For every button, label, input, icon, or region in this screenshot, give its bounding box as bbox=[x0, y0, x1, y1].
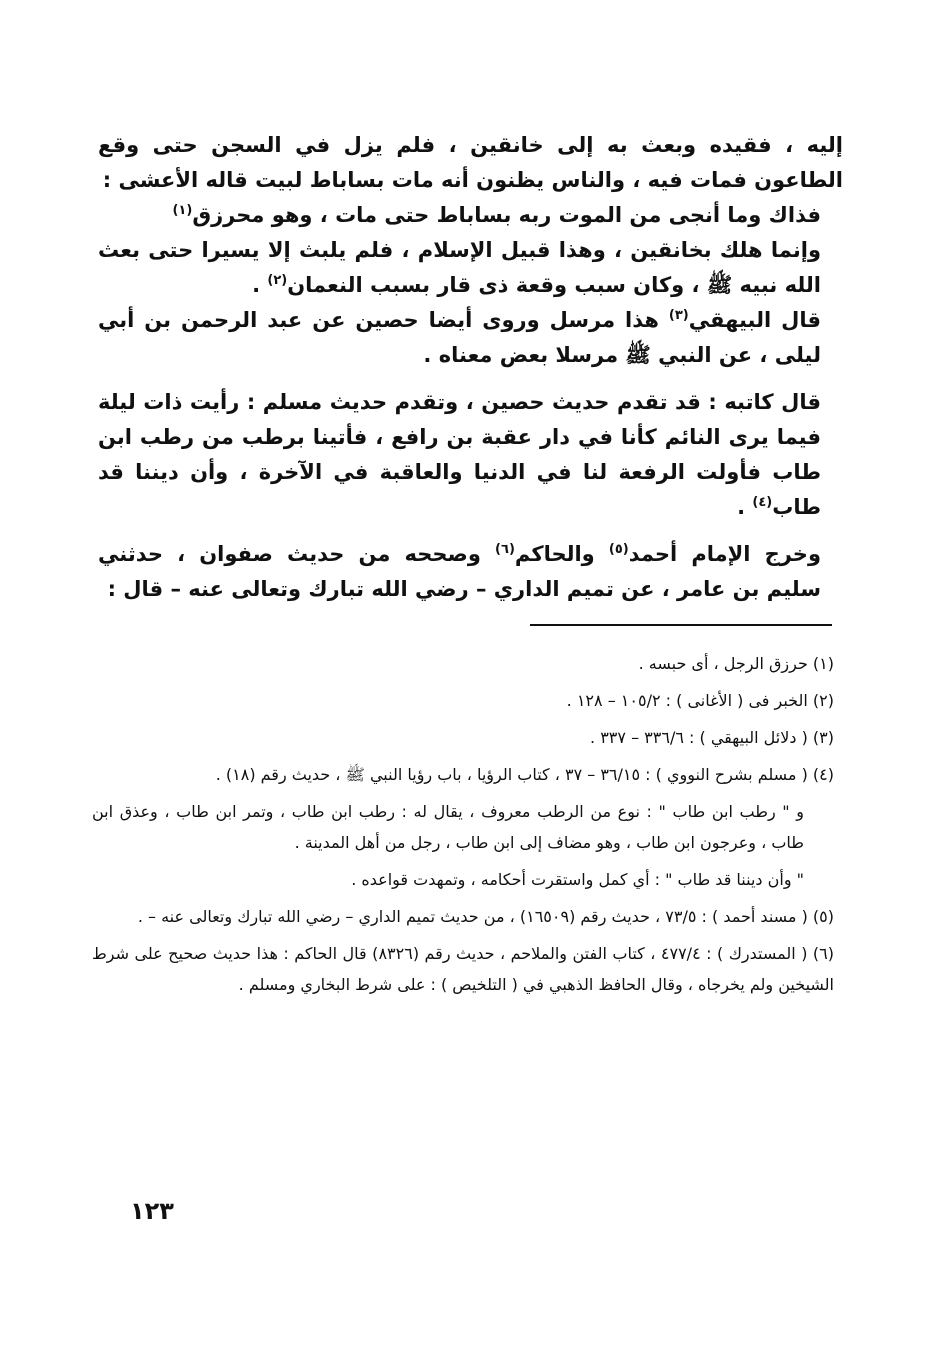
footnote-ref-3: (٣) bbox=[668, 308, 689, 323]
paragraph-3-text: هذا مرسل وروى أيضا حصين عن عبد الرحمن بن أبي ليلى ، عن النبي ﷺ مرسلا بعض معناه . bbox=[98, 308, 821, 367]
paragraph-3-start: قال البيهقي bbox=[688, 308, 821, 332]
paragraph-5-mid: والحاكم bbox=[514, 542, 609, 566]
footnote-3: (٣) ( دلائل البيهقي ) : ٣٣٦/٦ – ٣٣٧ . bbox=[590, 728, 834, 747]
verse-line bbox=[98, 198, 843, 233]
footnote-1: (١) حرزق الرجل ، أى حبسه . bbox=[638, 654, 834, 673]
footnote-ref-6: (٦) bbox=[495, 542, 515, 557]
page-number: ١٢٣ bbox=[130, 1197, 174, 1225]
footnote-ref-4: (٤) bbox=[752, 495, 773, 510]
footnote-5: (٥) ( مسند أحمد ) : ٧٣/٥ ، حديث رقم (١٦٥٠٩) ، من حديث تميم الداري – رضي الله تبارك وتعالى عنه – . bbox=[137, 907, 834, 926]
footnote-divider bbox=[530, 624, 832, 626]
paragraph-3 bbox=[98, 303, 843, 373]
paragraph-2-end: . bbox=[252, 273, 268, 297]
paragraph-4-end: . bbox=[737, 495, 753, 519]
paragraph-5 bbox=[98, 537, 843, 607]
footnotes bbox=[92, 648, 834, 1006]
paragraph-4 bbox=[98, 385, 843, 525]
verse-text: فذاك وما أنجى من الموت ربه بساباط حتى مات ، وهو محرزق bbox=[192, 203, 821, 227]
footnote-4-gloss: و " رطب ابن طاب " : نوع من الرطب معروف ، يقال له : رطب ابن طاب ، وتمر ابن طاب ، وعذق ابن طاب ، وعرجون ابن طاب ، وهو مضاف إلى ابن طاب ، رجل من أهل المدينة . bbox=[92, 802, 804, 852]
paragraph-1: إليه ، فقيده وبعث به إلى خانقين ، فلم يزل في السجن حتى وقع الطاعون فمات فيه ، والناس يظنون أنه مات بساباط لبيت قاله الأعشى : bbox=[98, 133, 843, 192]
footnote-4: (٤) ( مسلم بشرح النووي ) : ٣٦/١٥ – ٣٧ ، كتاب الرؤيا ، باب رؤيا النبي ﷺ ، حديث رقم (١٨) . bbox=[215, 765, 834, 784]
paragraph-5-start: وخرج الإمام أحمد bbox=[628, 542, 821, 566]
paragraph-4-text: قال كاتبه : قد تقدم حديث حصين ، وتقدم حديث مسلم : رأيت ذات ليلة فيما يرى النائم كأنا في دار عقبة بن رافع ، فأتينا برطب من رطب ابن طاب فأولت الرفعة لنا في الدنيا والعاقبة في الآخرة ، وأن ديننا قد طاب bbox=[98, 390, 821, 519]
footnote-ref-1: (١) bbox=[172, 203, 193, 218]
footnote-ref-5: (٥) bbox=[608, 542, 629, 557]
footnote-2: (٢) الخبر فى ( الأغانى ) : ١٠٥/٢ – ١٢٨ . bbox=[566, 691, 834, 710]
paragraph-5-text: وصححه من حديث صفوان ، حدثني سليم بن عامر ، عن تميم الداري – رضي الله تبارك وتعالى عنه – قال : bbox=[98, 542, 821, 601]
paragraph-2 bbox=[98, 233, 843, 303]
footnote-6: (٦) ( المستدرك ) : ٤٧٧/٤ ، كتاب الفتن والملاحم ، حديث رقم (٨٣٢٦) قال الحاكم : هذا حديث صحيح على شرط الشيخين ولم يخرجاه ، وقال الحافظ الذهبي في ( التلخيص ) : على شرط البخاري ومسلم . bbox=[92, 944, 835, 994]
footnote-ref-2: (٢) bbox=[267, 273, 288, 288]
footnote-4-gloss-2: " وأن ديننا قد طاب " : أي كمل واستقرت أحكامه ، وتمهدت قواعده . bbox=[351, 870, 804, 889]
paragraph-2-text: وإنما هلك بخانقين ، وهذا قبيل الإسلام ، فلم يلبث إلا يسيرا حتى بعث الله نبيه ﷺ ، وكان سبب وقعة ذى قار بسبب النعمان bbox=[98, 238, 821, 297]
main-text bbox=[98, 128, 843, 619]
